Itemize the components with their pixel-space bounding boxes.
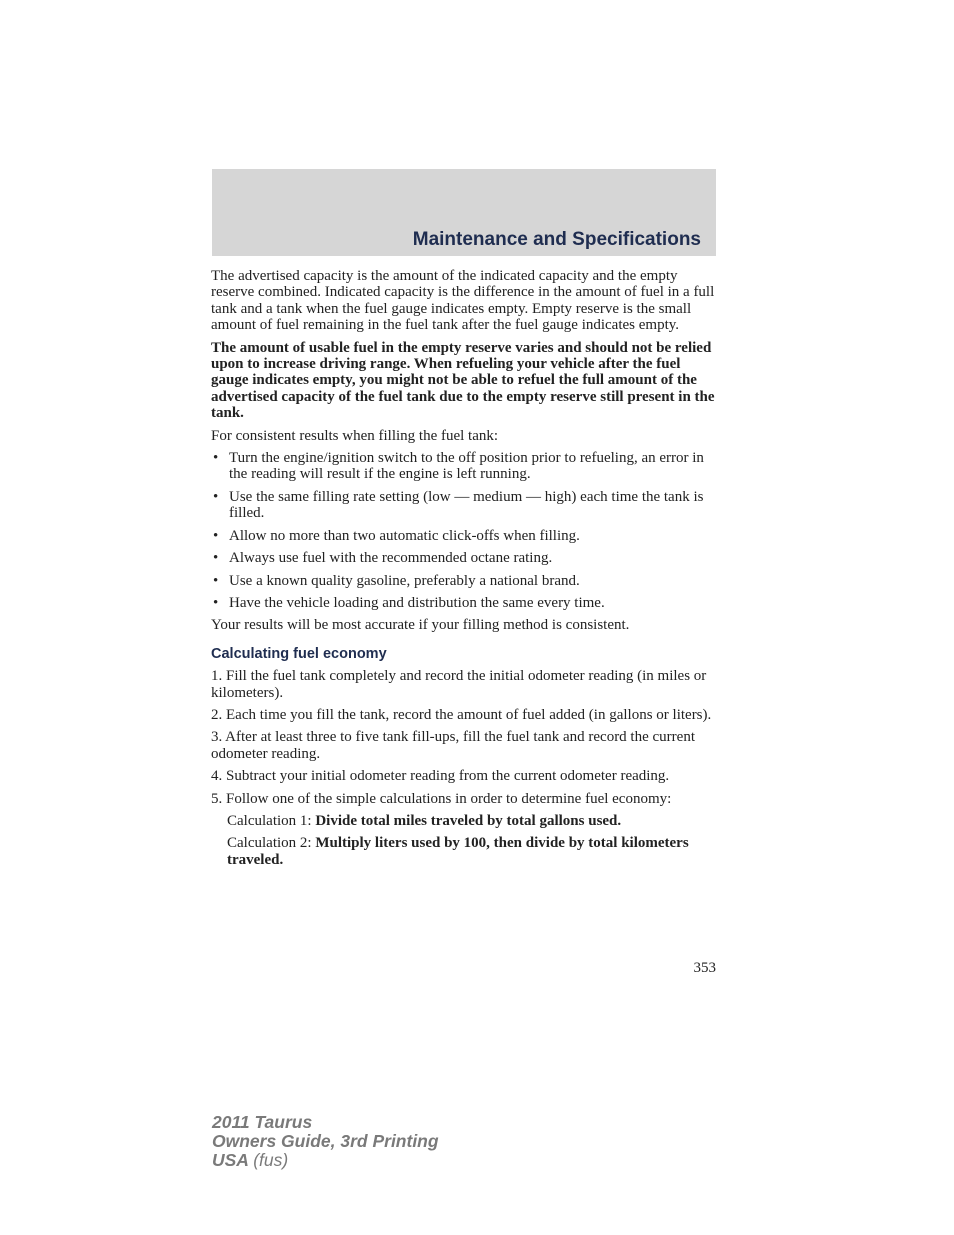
calculation-1 [211,813,717,829]
calculation-label: Calculation 2: [227,835,312,852]
list-item [211,550,717,566]
bullet-icon: • [213,450,219,467]
step-2: 2. Each time you fill the tank, record the amount of fuel added (in gallons or liters). [211,706,712,723]
bullet-icon: • [213,594,219,611]
subheading: Calculating fuel economy [211,645,387,662]
list-item-text: Allow no more than two automatic click-offs when filling. [229,527,580,544]
bullet-icon: • [213,488,219,505]
intro-paragraph: The advertised capacity is the amount of the indicated capacity and the empty reserve combined. Indicated capacity is the difference in the amount of fuel in a full tank and a tank when the fuel gauge indicates empty. Empty reserve is the small amount of fuel remaining in the fuel tank after the fuel gauge indicates empty. [211,268,715,334]
consistent-results-intro: For consistent results when filling the fuel tank: [211,427,499,444]
footer-country: USA [212,1150,249,1170]
filling-tips-list [211,450,717,611]
page-number: 353 [693,960,716,976]
list-item-text: Always use fuel with the recommended octane rating. [229,550,553,567]
list-item [211,489,717,522]
list-item-text: Use the same filling rate setting (low — medium — high) each time the tank is filled. [229,488,704,522]
calculation-2 [211,835,717,868]
list-item-text: Turn the engine/ignition switch to the off position prior to refueling, an error in the reading will result if the engine is left running. [229,450,704,483]
step-5: 5. Follow one of the simple calculations in order to determine fuel economy: [211,790,672,807]
calculation-label: Calculation 1: [227,812,312,829]
section-title: Maintenance and Specifications [412,229,701,250]
list-item [211,595,717,611]
footer-model: 2011 Taurus [212,1112,313,1132]
bullet-icon: • [213,550,219,567]
footer-guide: Owners Guide, 3rd Printing [212,1131,439,1151]
list-item-text: Have the vehicle loading and distribution the same every time. [229,594,605,611]
step-4: 4. Subtract your initial odometer reading from the current odometer reading. [211,768,670,785]
footer-region [212,1151,439,1170]
list-item [211,528,717,544]
bullet-icon: • [213,527,219,544]
footer-code: (fus) [253,1150,289,1170]
page-content [211,268,717,874]
list-item [211,450,717,483]
section-header-band [212,169,716,256]
calculation-text: Divide total miles traveled by total gallons used. [315,812,622,829]
document-footer [212,1113,439,1170]
list-item-text: Use a known quality gasoline, preferably a national brand. [229,572,580,589]
step-3: 3. After at least three to five tank fill-ups, fill the fuel tank and record the current odometer reading. [211,729,695,762]
results-note: Your results will be most accurate if your filling method is consistent. [211,617,630,634]
list-item [211,573,717,589]
bullet-icon: • [213,572,219,589]
step-1: 1. Fill the fuel tank completely and record the initial odometer reading (in miles or kilometers). [211,668,707,701]
warning-paragraph: The amount of usable fuel in the empty reserve varies and should not be relied upon to increase driving range. When refueling your vehicle after the fuel gauge indicates empty, you might not be able to refuel the full amount of the advertised capacity of the fuel tank due to the empty reserve still present in the tank. [211,339,715,422]
calculation-text: Multiply liters used by 100, then divide by total kilometers traveled. [227,835,689,868]
